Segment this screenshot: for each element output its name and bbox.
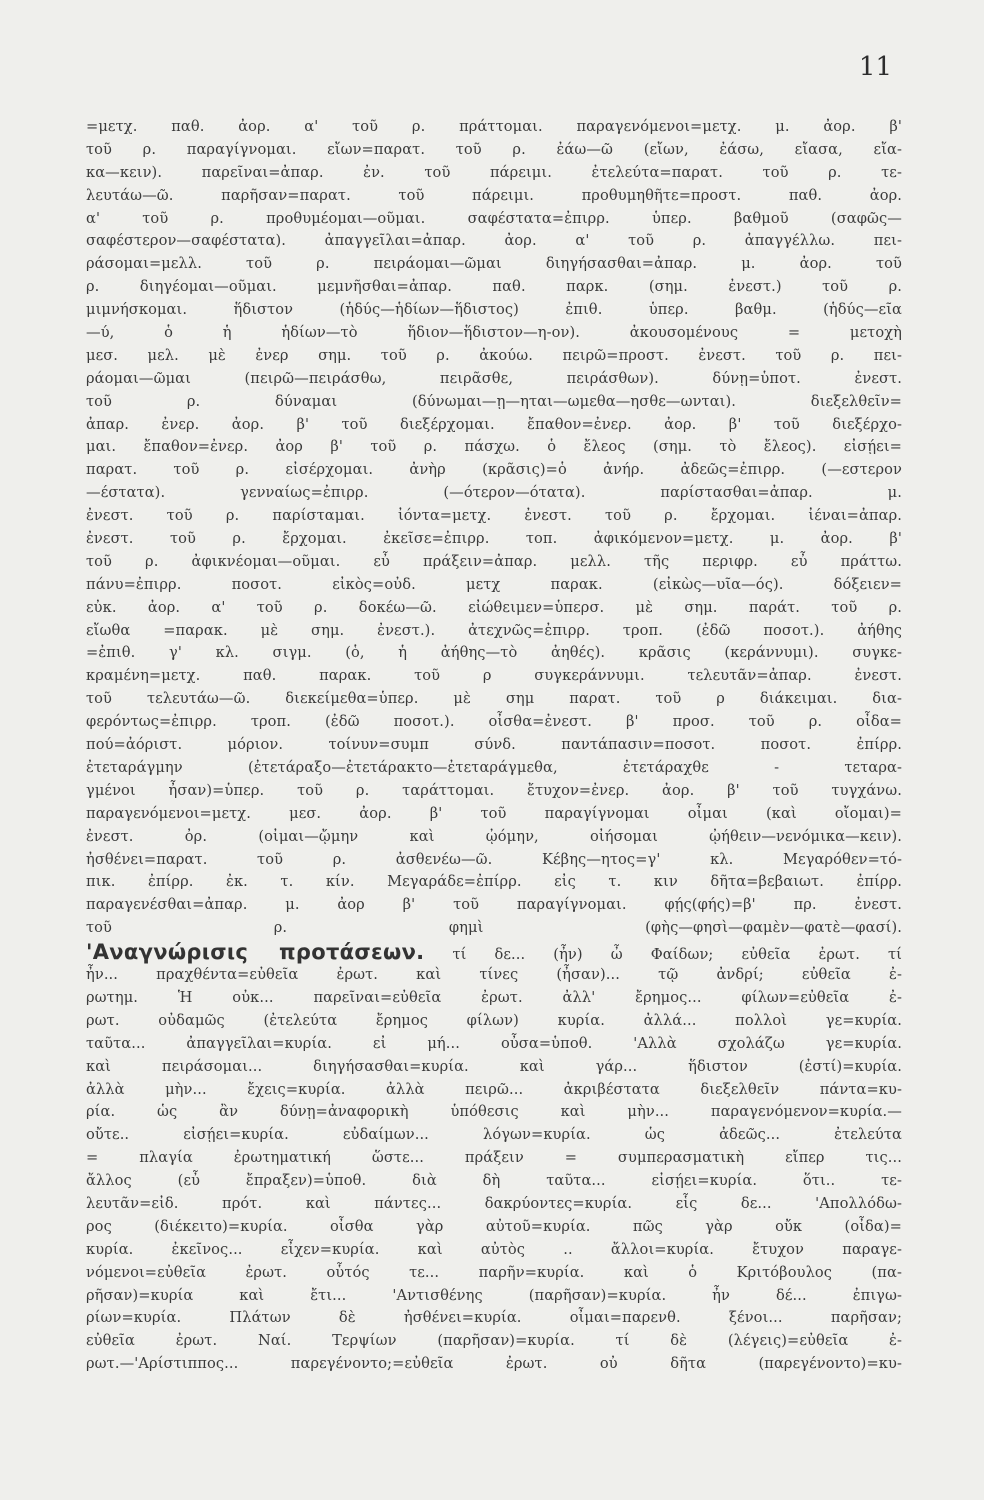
- lexicon-line: λευτάω—ῶ. παρῆσαν=παρατ. τοῦ πάρειμι. προθυμηθῆτε=προστ. παθ. ἀορ.: [86, 186, 902, 204]
- section-line: ρῆσαν)=κυρία καὶ ἔτι... 'Αντισθένης (παρῆσαν)=κυρία. ἦν δέ... ἐπιγω-: [86, 1286, 902, 1304]
- lexicon-line: μεσ. μελ. μὲ ἐνερ σημ. τοῦ ρ. ἀκούω. πειρῶ=προστ. ἐνεστ. τοῦ ρ. πει-: [86, 346, 902, 364]
- lexicon-line: παρατ. τοῦ ρ. εἰσέρχομαι. ἀνὴρ (κρᾶσις)=ὁ ἀνήρ. ἀδεῶς=ἐπιρρ. (—εστερον: [86, 461, 902, 479]
- lexicon-line: ρ. διηγέομαι—οῦμαι. μεμνῆσθαι=ἀπαρ. παθ. παρκ. (σημ. ἐνεστ.) τοῦ ρ.: [86, 278, 902, 296]
- section-line: οὔτε.. εἰσῄει=κυρία. εὐδαίμων... λόγων=κυρία. ὡς ἀδεῶς... ἐτελεύτα: [86, 1126, 902, 1144]
- lexicon-line: παραγενέσθαι=ἀπαρ. μ. ἀορ β' τοῦ παραγίγνομαι. φῄς(φής)=β' πρ. ἐνεστ.: [86, 896, 902, 914]
- lexicon-line: ράσομαι=μελλ. τοῦ ρ. πειράομαι—ῶμαι διηγήσασθαι=ἀπαρ. μ. ἀορ. τοῦ: [86, 255, 902, 273]
- section-line: νόμενοι=εὐθεῖα ἐρωτ. οὗτός τε... παρῆν=κυρία. καὶ ὁ Κριτόβουλος (πα-: [86, 1263, 902, 1281]
- lexicon-line: παραγενόμενοι=μετχ. μεσ. ἀορ. β' τοῦ παραγίγνομαι οἶμαι (καὶ οἴομαι)=: [86, 804, 902, 822]
- section-line: ἦν... πραχθέντα=εὐθεῖα ἐρωτ. καὶ τίνες (ἦσαν)... τῷ ἀνδρί; εὐθεῖα ἐ-: [86, 966, 902, 984]
- lexicon-line: ἠσθένει=παρατ. τοῦ ρ. ἀσθενέω—ῶ. Κέβης—ητος=γ' κλ. Μεγαρόθεν=τό-: [86, 850, 902, 868]
- section-heading: 'Αναγνώρισις προτάσεων.: [86, 940, 425, 965]
- lexicon-line: ἐτεταράγμην (ἐτετάραξο—ἐτετάρακτο—ἐτεταράγμεθα, ἐτετάραχθε - τεταρα-: [86, 758, 902, 776]
- section-line: λευτᾶν=εἰδ. πρότ. καὶ πάντες... δακρύοντες=κυρία. εἷς δε... 'Απολλόδω-: [86, 1194, 902, 1212]
- section-line: = πλαγία ἐρωτηματική ὥστε... πράξειν = συμπερασματικὴ εἴπερ τις...: [86, 1149, 902, 1167]
- section-line: καὶ πειράσομαι... διηγήσασθαι=κυρία. καὶ γάρ... ἥδιστον (ἐστί)=κυρία.: [86, 1057, 902, 1075]
- lexicon-line: τοῦ ρ. ἀφικνέομαι—οῦμαι. εὖ πράξειν=ἀπαρ. μελλ. τῆς περιφρ. εὖ πράττω.: [86, 552, 902, 570]
- lexicon-line: α' τοῦ ρ. προθυμέομαι—οῦμαι. σαφέστατα=ἐπιρρ. ὑπερ. βαθμοῦ (σαφῶς—: [86, 209, 902, 227]
- section-first-line: τί δε... (ἦν) ὦ Φαίδων; εὐθεῖα ἐρωτ. τί: [452, 946, 902, 964]
- lexicon-line: μαι. ἔπαθον=ἐνερ. ἀορ β' τοῦ ρ. πάσχω. ὁ ἔλεος (σημ. τὸ ἔλεος). εἰσῄει=: [86, 438, 902, 456]
- lexicon-line: εἴωθα =παρακ. μὲ σημ. ἐνεστ.). ἀτεχνῶς=ἐπιρρ. τροπ. (ἐδῶ ποσοτ.). ἀήθης: [86, 621, 902, 639]
- lexicon-line: εὐκ. ἀορ. α' τοῦ ρ. δοκέω—ῶ. εἰώθειμεν=ὑπερσ. μὲ σημ. παράτ. τοῦ ρ.: [86, 598, 902, 616]
- lexicon-line: πού=ἀόριστ. μόριον. τοίνυν=συμπ σύνδ. παντάπασιν=ποσοτ. ποσοτ. ἐπίρρ.: [86, 736, 902, 754]
- section-line: κυρία. ἐκεῖνος... εἶχεν=κυρία. καὶ αὐτὸς .. ἄλλοι=κυρία. ἔτυχον παραγε-: [86, 1240, 902, 1258]
- lexicon-line: γμένοι ἦσαν)=ὑπερ. τοῦ ρ. ταράττομαι. ἔτυχον=ἐνερ. ἀορ. β' τοῦ τυγχάνω.: [86, 781, 902, 799]
- section-line: ἄλλος (εὖ ἔπραξεν)=ὑποθ. διὰ δὴ ταῦτα... εἰσῄει=κυρία. ὅτι.. τε-: [86, 1172, 902, 1190]
- lexicon-line: ἐνεστ. τοῦ ρ. παρίσταμαι. ἰόντα=μετχ. ἐνεστ. τοῦ ρ. ἔρχομαι. ἰέναι=ἀπαρ.: [86, 507, 902, 525]
- section-line: ταῦτα... ἀπαγγεῖλαι=κυρία. εἰ μή... οὖσα=ὑποθ. 'Αλλὰ σχολάζω γε=κυρία.: [86, 1034, 902, 1052]
- section-line: ἀλλὰ μὴν... ἔχεις=κυρία. ἀλλὰ πειρῶ... ἀκριβέστατα διεξελθεῖν πάντα=κυ-: [86, 1080, 902, 1098]
- lexicon-line: =μετχ. παθ. ἀορ. α' τοῦ ρ. πράττομαι. παραγενόμενοι=μετχ. μ. ἀορ. β': [86, 118, 902, 135]
- section-line: ρος (διέκειτο)=κυρία. οἶσθα γὰρ αὐτοῦ=κυρία. πῶς γὰρ οὔκ (οἶδα)=: [86, 1217, 902, 1235]
- lexicon-line: μιμνήσκομαι. ἥδιστον (ἡδύς—ἡδίων—ἥδιστος) ἐπιθ. ὑπερ. βαθμ. (ἡδύς—εῖα: [86, 301, 902, 319]
- lexicon-line: ράομαι—ῶμαι (πειρῶ—πειράσθω, πειρᾶσθε, πειράσθων). δύνῃ=ὑποτ. ἐνεστ.: [86, 369, 902, 387]
- text-block: [86, 116, 902, 1376]
- section-line: ρίων=κυρία. Πλάτων δὲ ἠσθένει=κυρία. οἶμαι=παρενθ. ξένοι... παρῆσαν;: [86, 1309, 902, 1327]
- section-line: ρωτημ. Ἡ οὐκ... παρεῖναι=εὐθεῖα ἐρωτ. ἀλλ' ἔρημος... φίλων=εὐθεῖα ἐ-: [86, 988, 902, 1006]
- lexicon-line: ἀπαρ. ἐνερ. ἀορ. β' τοῦ διεξέρχομαι. ἔπαθον=ἐνερ. ἀορ. β' τοῦ διεξέρχο-: [86, 415, 902, 433]
- lexicon-line: —έστατα). γενναίως=ἐπιρρ. (—ότερον—ότατα). παρίστασθαι=ἀπαρ. μ.: [86, 484, 902, 502]
- section-line: εὐθεῖα ἐρωτ. Ναί. Τερψίων (παρῆσαν)=κυρία. τί δὲ (λέγεις)=εὐθεῖα ἐ-: [86, 1332, 902, 1350]
- page-number: 11: [858, 52, 892, 82]
- section-heading-line: [86, 940, 902, 964]
- section-line: ρία. ὡς ἂν δύνῃ=ἀναφορικὴ ὑπόθεσις καὶ μὴν... παραγενόμενον=κυρία.—: [86, 1103, 902, 1121]
- section-lines: [86, 964, 902, 1376]
- lexicon-line: —ύ, ὁ ἡ ἡδίων—τὸ ἥδιον—ἥδιστον—η-ον). ἀκουσομένους = μετοχὴ: [86, 324, 902, 342]
- lexicon-line: πάνυ=ἐπιρρ. ποσοτ. εἰκὸς=οὐδ. μετχ παρακ. (εἰκὼς—υῖα—ός). δόξειεν=: [86, 575, 902, 593]
- lexicon-line: τοῦ ρ. φημὶ (φὴς—φησὶ—φαμὲν—φατὲ—φασί).: [86, 919, 902, 937]
- lexicon-entries: [86, 116, 902, 940]
- lexicon-line: =ἐπιθ. γ' κλ. σιγμ. (ὁ, ἡ ἀήθης—τὸ ἀηθές). κρᾶσις (κεράννυμι). συγκε-: [86, 644, 902, 662]
- lexicon-line: ἐνεστ. τοῦ ρ. ἔρχομαι. ἐκεῖσε=ἐπιρρ. τοπ. ἀφικόμενον=μετχ. μ. ἀορ. β': [86, 530, 902, 548]
- lexicon-line: πικ. ἐπίρρ. ἐκ. τ. κίν. Μεγαράδε=ἐπίρρ. εἰς τ. κιν δῆτα=βεβαιωτ. ἐπίρρ.: [86, 873, 902, 891]
- lexicon-line: ἐνεστ. ὀρ. (οἰμαι—ᾤμην καὶ ᾠόμην, οἰήσομαι ᾠήθειν—νενόμικα—κειν).: [86, 827, 902, 845]
- lexicon-line: σαφέστερον—σαφέστατα). ἀπαγγεῖλαι=ἀπαρ. ἀορ. α' τοῦ ρ. ἀπαγγέλλω. πει-: [86, 232, 902, 250]
- lexicon-line: τοῦ ρ. δύναμαι (δύνωμαι—ῃ—ηται—ωμεθα—ησθε—ωνται). διεξελθεῖν=: [86, 392, 902, 410]
- section-line: ρωτ. οὐδαμῶς (ἐτελεύτα ἔρημος φίλων) κυρία. ἀλλά... πολλοὶ γε=κυρία.: [86, 1011, 902, 1029]
- lexicon-line: τοῦ ρ. παραγίγνομαι. εἴων=παρατ. τοῦ ρ. ἐάω—ῶ (εἴων, ἐάσω, εἴασα, εἴα-: [86, 140, 902, 158]
- lexicon-line: κραμένη=μετχ. παθ. παρακ. τοῦ ρ συγκεράννυμι. τελευτᾶν=ἀπαρ. ἐνεστ.: [86, 667, 902, 685]
- lexicon-line: κα—κειν). παρεῖναι=ἀπαρ. ἐν. τοῦ πάρειμι. ἐτελεύτα=παρατ. τοῦ ρ. τε-: [86, 163, 902, 181]
- lexicon-line: τοῦ τελευτάω—ῶ. διεκείμεθα=ὑπερ. μὲ σημ παρατ. τοῦ ρ διάκειμαι. δια-: [86, 690, 902, 708]
- section-line: ρωτ.—'Αρίστιππος... παρεγένοντο;=εὐθεῖα ἐρωτ. οὐ δῆτα (παρεγένοντο)=κυ-: [86, 1355, 902, 1373]
- lexicon-line: φερόντως=ἐπιρρ. τροπ. (ἐδῶ ποσοτ.). οἶσθα=ἐνεστ. β' προσ. τοῦ ρ. οἶδα=: [86, 713, 902, 731]
